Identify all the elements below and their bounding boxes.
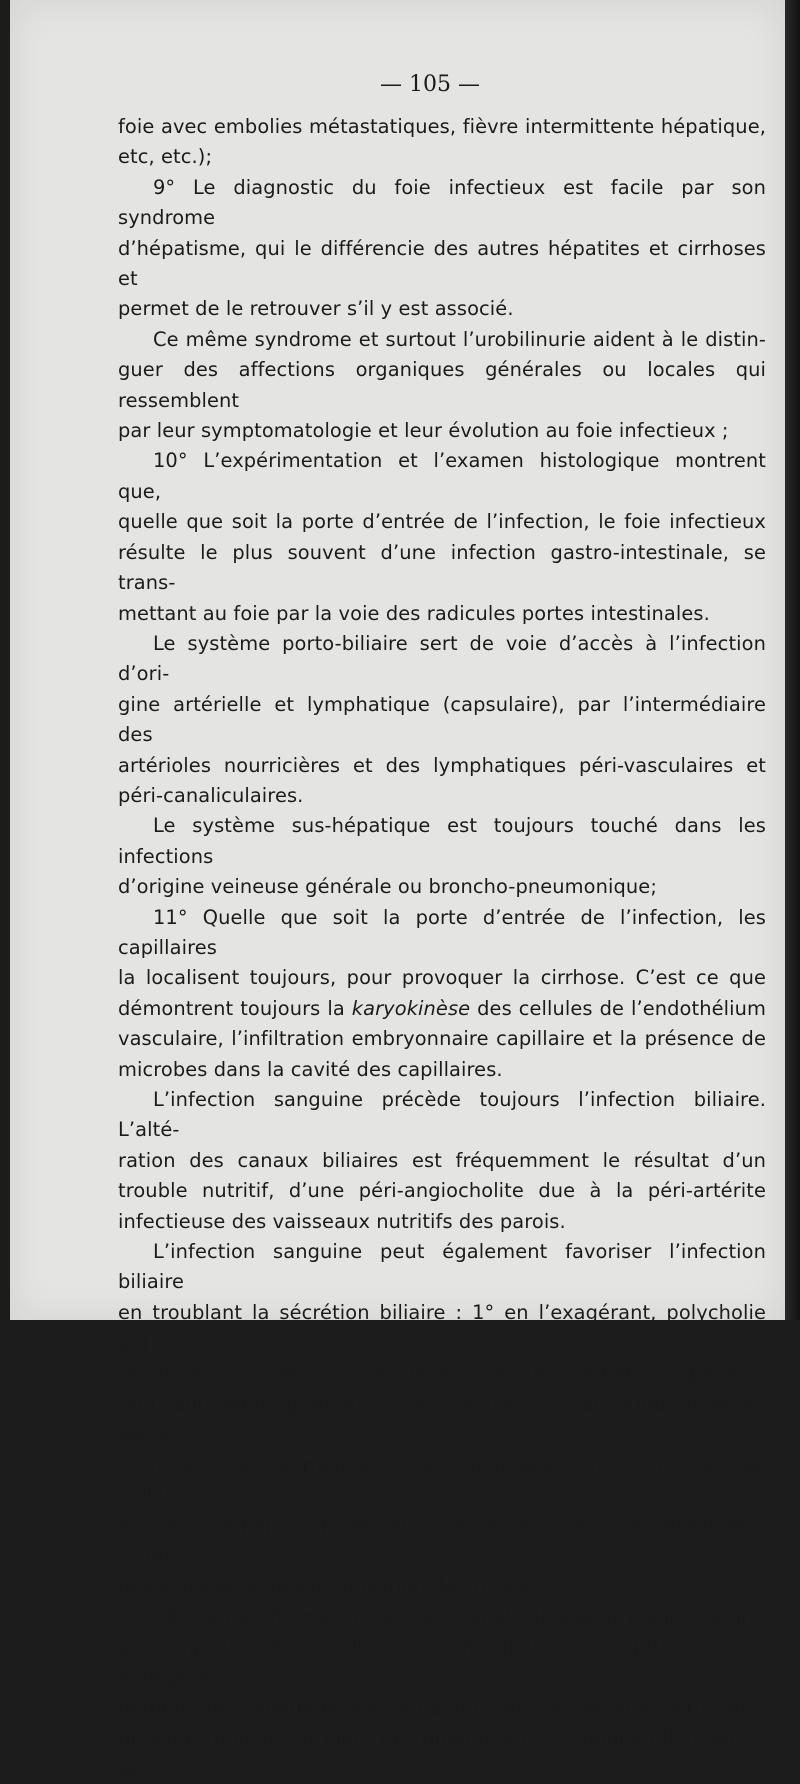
text-line: permet de le retrouver s’il y est associé. — [118, 297, 514, 321]
text-line: 10° L’expérimentation et l’examen histologique montrent que, — [118, 449, 766, 503]
text-segment: démontrent toujours la — [118, 996, 352, 1020]
text-line: artérioles nourricières et des lymphatiques péri-vasculaires et — [118, 753, 766, 777]
text-line: péri-angiocholite canaliculaire entraînant la rupture et le bourgeon- — [118, 1635, 766, 1689]
text-line: infectieuse des vaisseaux nutritifs des parois. — [118, 1209, 566, 1233]
text-line: péri-canaliculaires. — [118, 783, 304, 807]
paragraph-10 — [118, 1602, 766, 1784]
text-line: L’infection sanguine peut également favoriser l’infection biliaire — [118, 1240, 766, 1294]
text-line: irritation et prolifération cellulaire; 2° en la modifiant : pigmenta- — [118, 1361, 766, 1385]
text-line: 12° La néo-formation des néo-canalicules peut résulter d’une — [153, 1604, 766, 1628]
paragraph-6 — [118, 811, 766, 902]
text-line: tion, surcharge graisseuse des cellules; 3° en supprimant sa sécré- — [118, 1392, 766, 1446]
text-line-italic-term — [118, 994, 766, 1024]
text-line: tion, acholie pigmentaire par dégénérescence ou nécrose cellulaire; — [118, 1452, 766, 1507]
book-page — [10, 0, 785, 1780]
text-line: guer des affections organiques générales ou locales qui ressemblent — [118, 358, 766, 412]
paragraph-1 — [118, 112, 766, 173]
text-line: ration des canaux biliaires est fréquemment le résultat d’un — [118, 1148, 766, 1172]
text-segment: des cellules de l’endothélium — [470, 996, 766, 1020]
text-line: Le système sus-hépatique est toujours touché dans les infections — [118, 814, 766, 868]
text-line: boses biliaires, désorganisation des travées. — [118, 1574, 554, 1598]
body-text — [118, 112, 766, 1784]
text-line: mettant au foie par la voie des radicules portes intestinales. — [118, 601, 710, 625]
text-line: quelle que soit la porte d’entrée de l’infection, le foie infectieux — [118, 510, 766, 534]
paragraph-4 — [118, 446, 766, 628]
text-line: 4° en modifiant son excrétion et déterminant sa rétention : throm- — [118, 1513, 766, 1568]
text-line: L’infection sanguine précède toujours l’infection biliaire. L’alté- — [118, 1088, 766, 1142]
paragraph-3 — [118, 325, 766, 447]
text-line: résulte le plus souvent d’une infection gastro-intestinale, se trans- — [118, 540, 766, 595]
text-line: etc, etc.); — [118, 145, 213, 169]
text-line: foie avec embolies métastatiques, fièvre intermittente hépatique, — [118, 115, 766, 138]
page-edge-shadow — [785, 0, 800, 1320]
paragraph-2 — [118, 173, 766, 325]
text-line: Le système porto-biliaire sert de voie d’accès à l’infection d’ori- — [118, 631, 766, 686]
text-line: nement des canaux préexistants qui, dans le foie infectieux, sont — [118, 1696, 766, 1720]
text-line: vasculaire, l’infiltration embryonnaire capillaire et la présence de — [118, 1027, 766, 1051]
italic-term: karyokinèse — [351, 996, 471, 1020]
text-line: presque toujours atteints de tuméfaction, de boursouflement et de — [118, 1726, 766, 1780]
text-line: 9° Le diagnostic du foie infectieux est facile par son syndrome — [118, 175, 766, 230]
text-line: 11° Quelle que soit la porte d’entrée de l’infection, les capillaires — [118, 905, 766, 959]
paragraph-8 — [118, 1085, 766, 1237]
text-line: gine artérielle et lymphatique (capsulaire), par l’intermédiaire des — [118, 692, 766, 747]
page-number: — 105 — — [380, 72, 480, 97]
paragraph-7 — [118, 903, 766, 1085]
text-line: la localisent toujours, pour provoquer la cirrhose. C’est ce que — [118, 966, 766, 990]
text-line: en troublant la sécrétion biliaire : 1° en l’exagérant, polycholie par — [118, 1300, 766, 1355]
text-line: par leur symptomatologie et leur évolution au foie infectieux ; — [118, 419, 729, 443]
text-line: Ce même syndrome et surtout l’urobilinurie aident à le distin- — [153, 327, 766, 351]
text-line: trouble nutritif, d’une péri-angiocholite due à la péri-artérite — [118, 1179, 766, 1203]
paragraph-5 — [118, 629, 766, 811]
text-line: d’hépatisme, qui le différencie des autres hépatites et cirrhoses et — [118, 236, 766, 291]
text-line: microbes dans la cavité des capillaires. — [118, 1057, 503, 1081]
paragraph-9 — [118, 1237, 766, 1602]
text-line: d’origine veineuse générale ou broncho-pneumonique; — [118, 875, 657, 899]
